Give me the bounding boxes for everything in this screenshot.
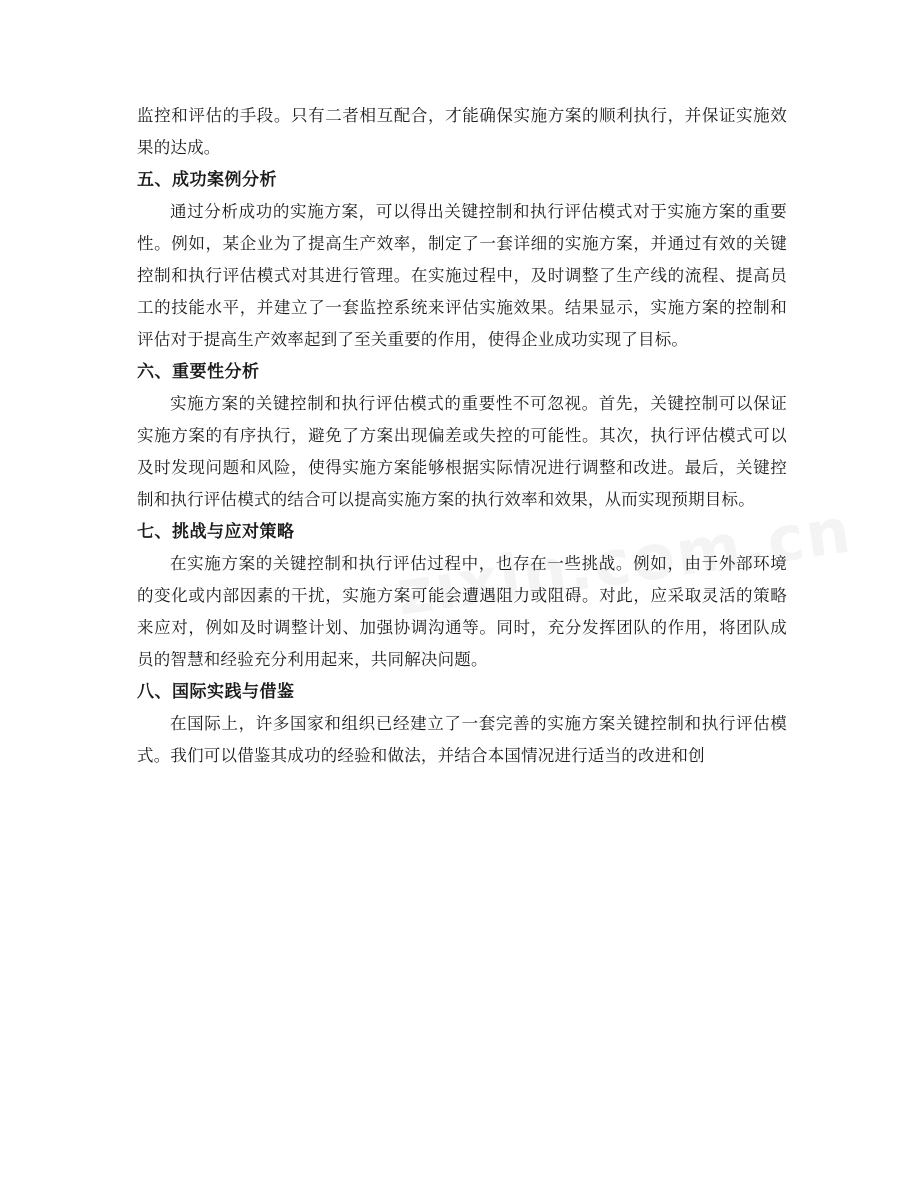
- paragraph-section-6: 实施方案的关键控制和执行评估模式的重要性不可忽视。首先，关键控制可以保证实施方案的有序执行，避免了方案出现偏差或失控的可能性。其次，执行评估模式可以及时发现问题和风险，使得实施方案能够根据实际情况进行调整和改进。最后，关键控制和执行评估模式的结合可以提高实施方案的执行效率和效果，从而实现预期目标。: [137, 394, 787, 509]
- heading-section-6: 六、重要性分析: [137, 362, 260, 382]
- heading-section-7: 七、挑战与应对策略: [137, 522, 295, 542]
- paragraph-section-5: 通过分析成功的实施方案，可以得出关键控制和执行评估模式对于实施方案的重要性。例如，某企业为了提高生产效率，制定了一套详细的实施方案，并通过有效的关键控制和执行评估模式对其进行管理。在实施过程中，及时调整了生产线的流程、提高员工的技能水平，并建立了一套监控系统来评估实施效果。结果显示，实施方案的控制和评估对于提高生产效率起到了至关重要的作用，使得企业成功实现了目标。: [137, 202, 787, 349]
- heading-section-5: 五、成功案例分析: [137, 170, 277, 190]
- paragraph-section-8: 在国际上，许多国家和组织已经建立了一套完善的实施方案关键控制和执行评估模式。我们可以借鉴其成功的经验和做法，并结合本国情况进行适当的改进和创: [137, 714, 787, 765]
- document-body: [137, 100, 787, 772]
- heading-section-8: 八、国际实践与借鉴: [137, 682, 295, 702]
- paragraph-section-7: 在实施方案的关键控制和执行评估过程中，也存在一些挑战。例如，由于外部环境的变化或内部因素的干扰，实施方案可能会遭遇阻力或阻碍。对此，应采取灵活的策略来应对，例如及时调整计划、加强协调沟通等。同时，充分发挥团队的作用，将团队成员的智慧和经验充分利用起来，共同解决问题。: [137, 554, 787, 669]
- paragraph-intro-continuation: 监控和评估的手段。只有二者相互配合，才能确保实施方案的顺利执行，并保证实施效果的达成。: [137, 106, 787, 157]
